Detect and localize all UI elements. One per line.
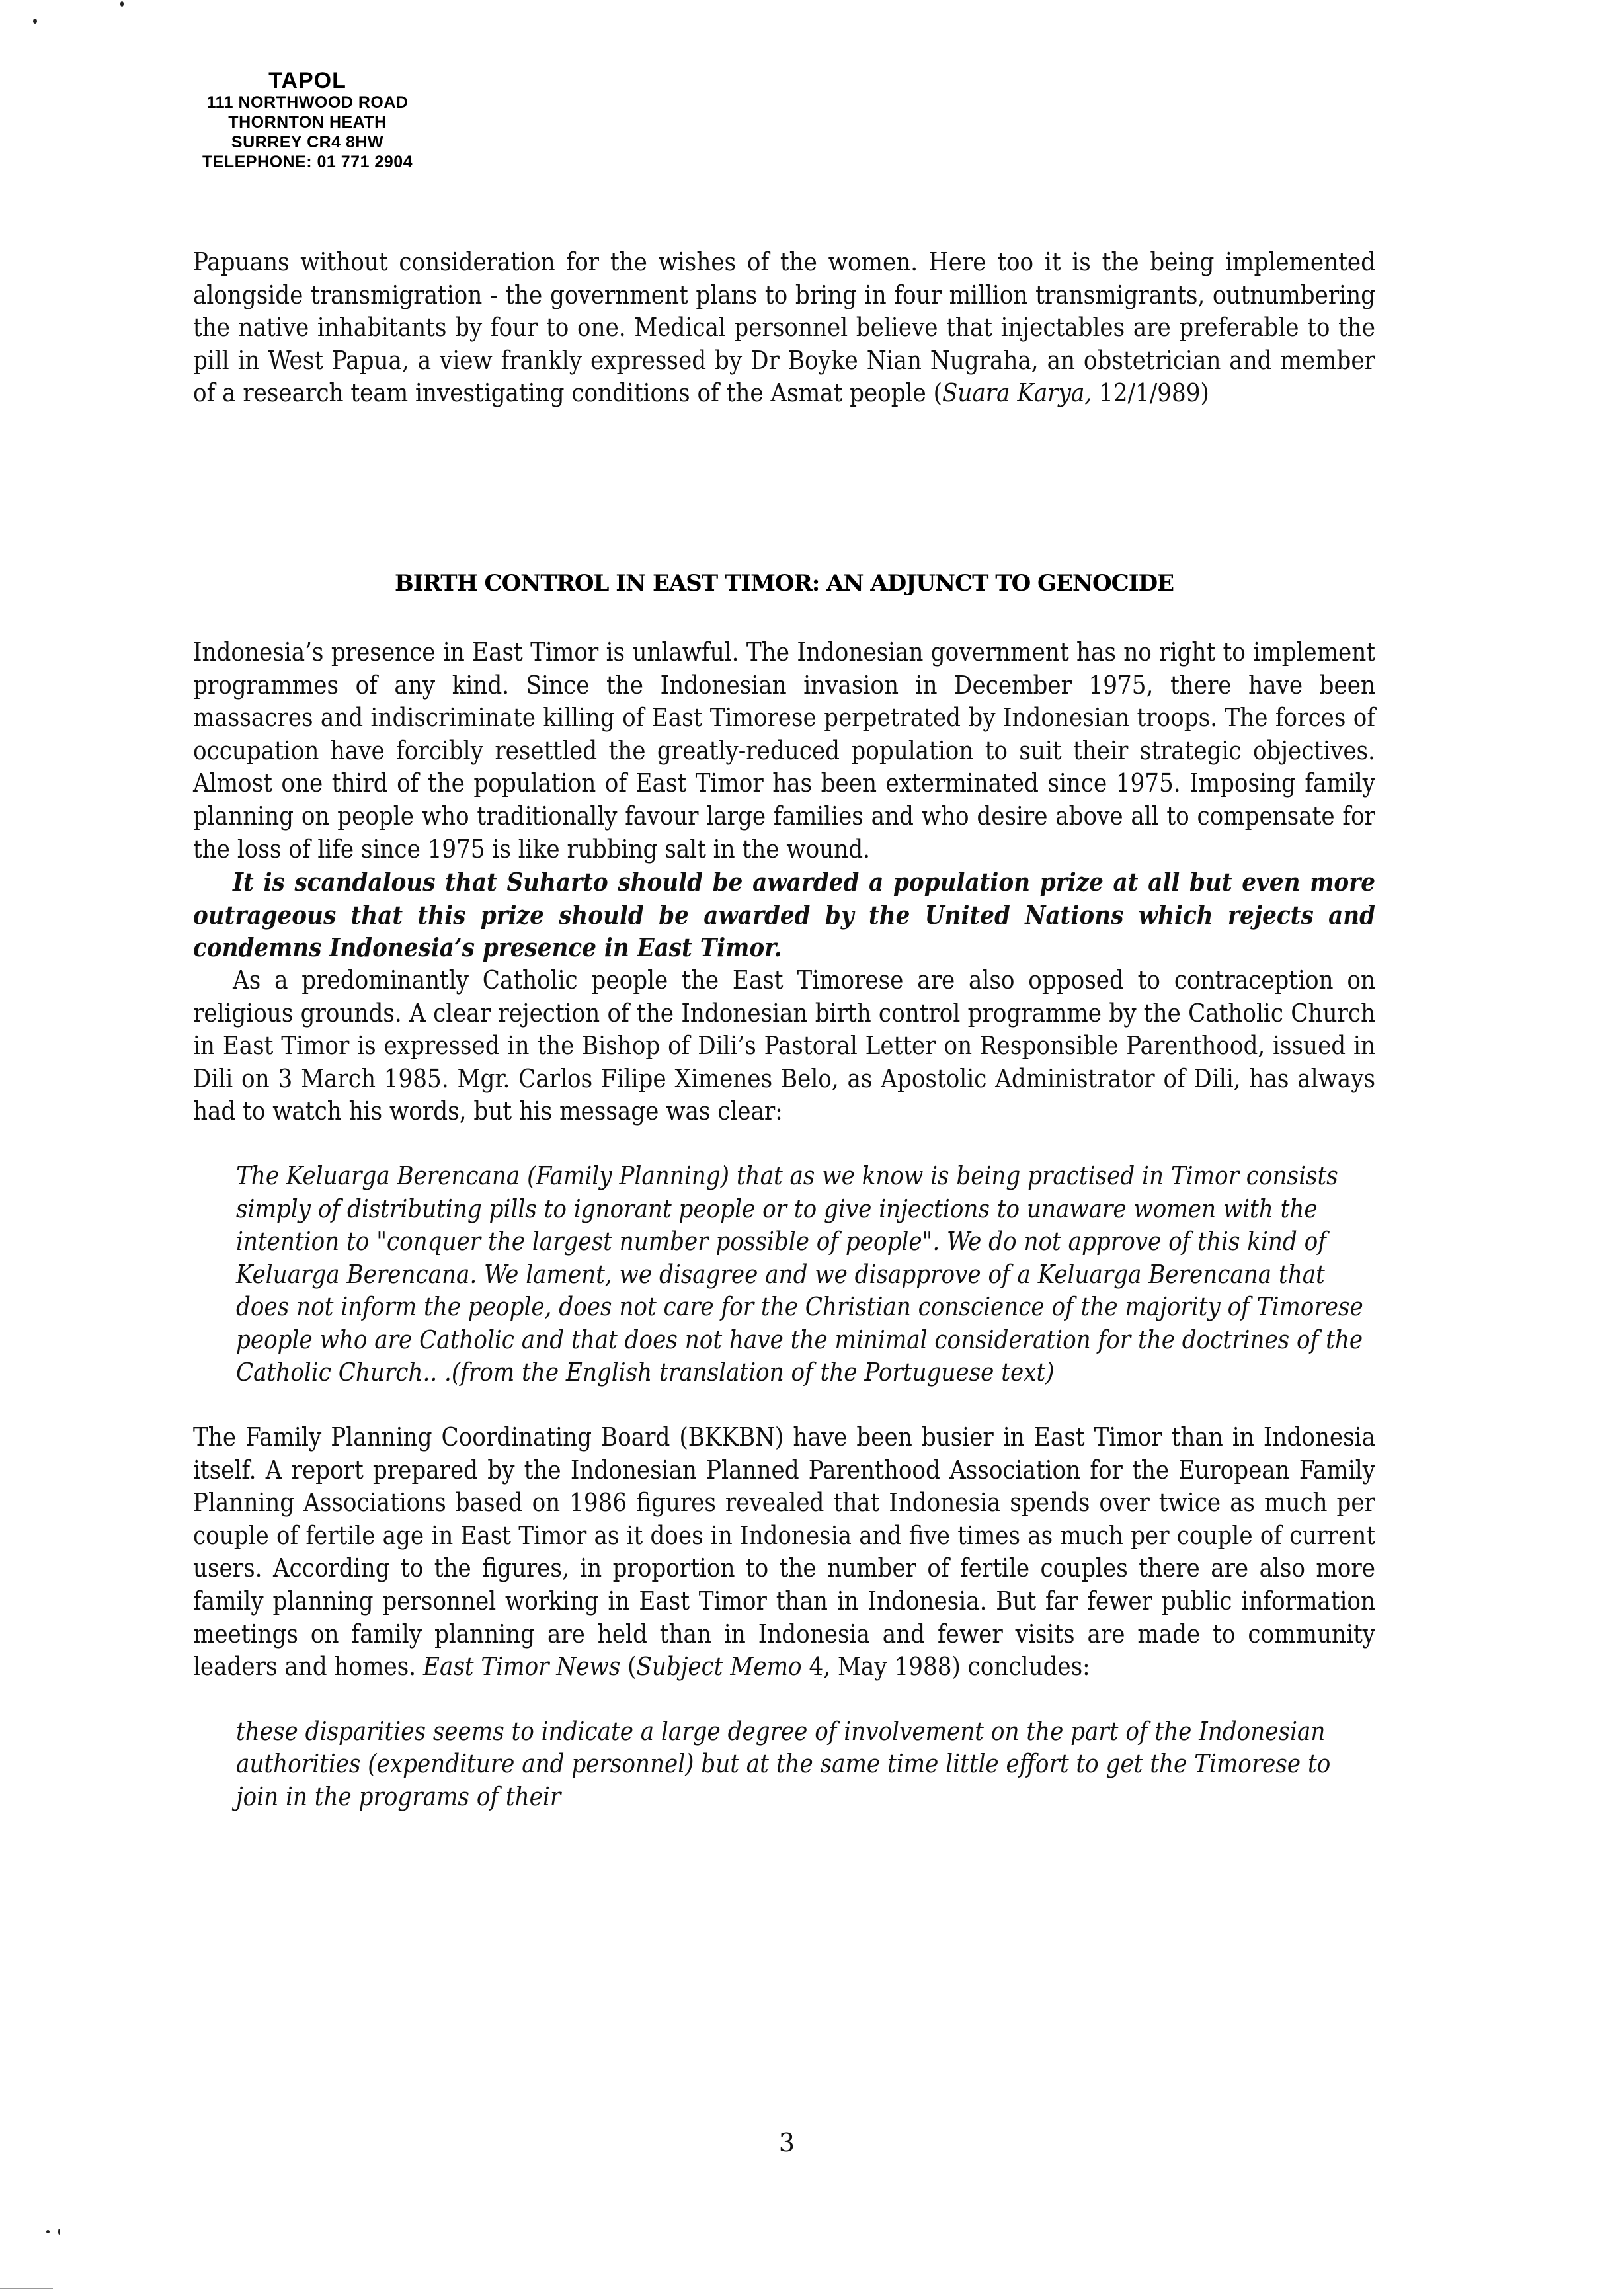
source-east-timor-news: East Timor News bbox=[422, 1652, 621, 1682]
source-tail: 4, May 1988) concludes: bbox=[801, 1652, 1090, 1682]
scan-speck bbox=[33, 19, 37, 24]
intro-paragraph-text: Papuans without consideration for the wishes of the women. Here too it is the being implemented alongside transmigration - the government plans to bring in four million transmigrants, outnumbering the native inhabitants by four to one. Medical personnel believe that injectables are preferable to the pill in West Papua, a view frankly expressed by Dr Boyke Nian Nugraha, an obstetrician and member of a research team investigating conditions of the Asmat people ( bbox=[193, 247, 1375, 408]
address-line-telephone: TELEPHONE: 01 771 2904 bbox=[202, 153, 413, 171]
intro-paragraph bbox=[193, 246, 1375, 410]
paragraph-bkkbn-text: The Family Planning Coordinating Board (BKKBN) have been busier in East Timor than in Indonesia itself. A report prepared by the Indonesian Planned Parenthood Association for the European Family Planning Associations based on 1986 figures revealed that Indonesia spends over twice as much per couple of fertile age in East Timor as it does in Indonesia and five times as much per couple of current users. According to the figures, in proportion to the number of fertile couples there are also more family planning personnel working in East Timor than in Indonesia. But far fewer public information meetings on family planning are held than in Indonesia and fewer visits are made to community leaders and homes. bbox=[193, 1422, 1375, 1682]
source-subject-memo: Subject Memo bbox=[636, 1652, 802, 1682]
organization-name: TAPOL bbox=[268, 68, 346, 93]
address-line-street: 111 NORTHWOOD ROAD bbox=[206, 93, 409, 112]
paragraph-bkkbn bbox=[193, 1421, 1375, 1684]
closing-quote: these disparities seems to indicate a large degree of involvement on the part of the Indonesian authorities (expenditure and personnel) but at the same time little effort to get the Timorese to join in the programs of their bbox=[236, 1716, 1331, 1811]
emphasis-paragraph: It is scandalous that Suharto should be awarded a population prize at all but even more outrageous that this prize should be awarded by the United Nations which rejects and condemns Indonesia’s presence in East Timor. bbox=[193, 867, 1375, 963]
scan-speck bbox=[58, 2229, 60, 2234]
page-number: 3 bbox=[778, 2128, 795, 2157]
paragraph-unlawful-presence: Indonesia’s presence in East Timor is unlawful. The Indonesian government has no right to implement programmes of any kind. Since the Indonesian invasion in December 1975, there have been massacres and indiscriminate killing of East Timorese perpetrated by Indonesian troops. The forces of occupation have forcibly resettled the greatly-reduced population to suit their strategic objectives. Almost one third of the population of East Timor has been exterminated since 1975. Imposing family planning on people who traditionally favour large families and who desire above all to compensate for the loss of life since 1975 is like rubbing salt in the wound. bbox=[193, 637, 1375, 864]
intro-section bbox=[193, 246, 1375, 410]
scan-speck bbox=[46, 2230, 50, 2233]
letterhead bbox=[165, 69, 450, 172]
paragraph-catholic-opposition: As a predominantly Catholic people the East Timorese are also opposed to contraception on religious grounds. A clear rejection of the Indonesian birth control programme by the Catholic Church in East Timor is expressed in the Bishop of Dili’s Pastoral Letter on Responsible Parenthood, issued in Dili on 3 March 1985. Mgr. Carlos Filipe Ximenes Belo, as Apostolic Administrator of Dili, has always had to watch his words, but his message was clear: bbox=[193, 965, 1375, 1126]
bishop-pastoral-letter-quote: The Keluarga Berencana (Family Planning) that as we know is being practised in Timor consists simply of distributing pills to ignorant people or to give injections to unaware women with the intention to "conquer the largest number possible of people". We do not approve of this kind of Keluarga Berencana. We lament, we disagree and we disapprove of a Keluarga Berencana that does not inform the people, does not care for the Christian conscience of the majority of Timorese people who are Catholic and that does not have the minimal consideration for the doctrines of the Catholic Church.. .(from the English translation of the Portuguese text) bbox=[236, 1161, 1363, 1387]
source-paren: ( bbox=[620, 1652, 637, 1682]
citation-date: 12/1/989) bbox=[1092, 378, 1209, 408]
citation-source: Suara Karya, bbox=[942, 378, 1092, 408]
address-line-town: THORNTON HEATH bbox=[228, 113, 387, 132]
section-heading: BIRTH CONTROL IN EAST TIMOR: AN ADJUNCT TO GENOCIDE bbox=[394, 570, 1174, 596]
scan-speck bbox=[120, 1, 124, 7]
address-line-county: SURREY CR4 8HW bbox=[231, 133, 384, 151]
section-body bbox=[193, 636, 1375, 1846]
scan-edge-line bbox=[0, 2288, 53, 2289]
